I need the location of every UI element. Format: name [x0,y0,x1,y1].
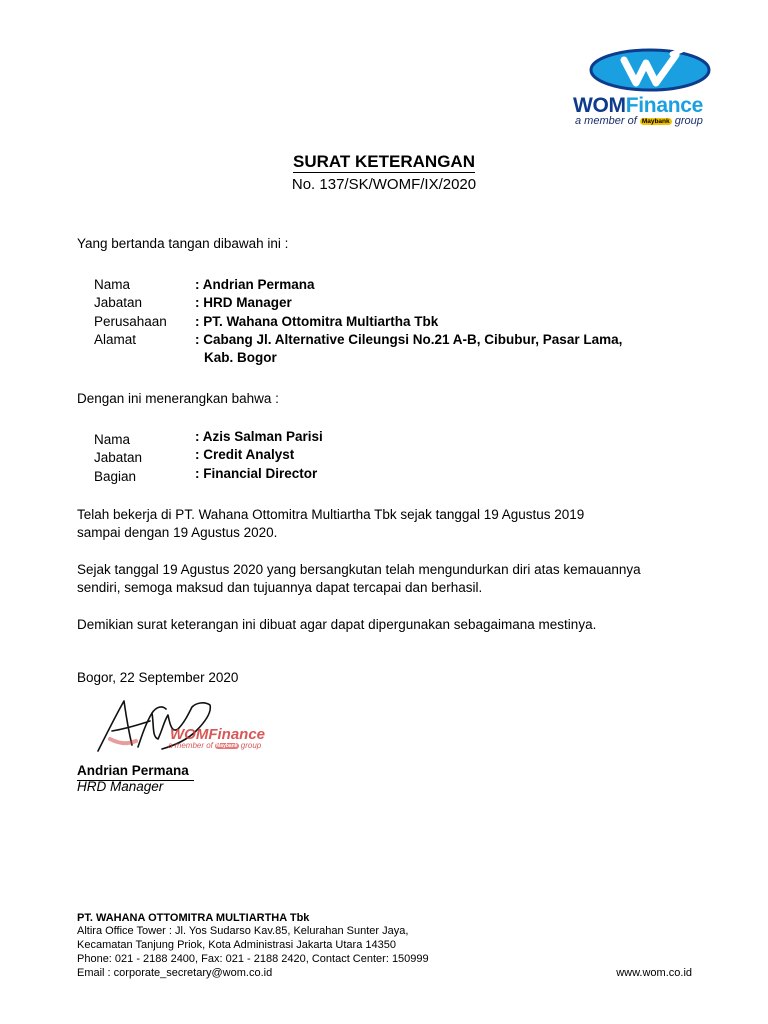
footer-website: www.wom.co.id [616,967,692,979]
footer-address-line1: Altira Office Tower : Jl. Yos Sudarso Kav.85, Kelurahan Sunter Jaya, [77,925,409,937]
footer-email: Email : corporate_secretary@wom.co.id [77,967,273,979]
logo-tagline: a member of Maybank group [575,115,703,127]
signer-position-label: Jabatan [94,295,143,310]
footer-phone: Phone: 021 - 2188 2400, Fax: 021 - 2188 2420, Contact Center: 150999 [77,953,429,965]
resignation-paragraph-line2: sendiri, semoga maksud dan tujuannya dapat tercapai dan berhasil. [77,580,483,595]
signer-name: Andrian Permana [77,763,189,778]
signer-company-value: : PT. Wahana Ottomitra Multiartha Tbk [195,314,439,329]
intro-text: Yang bertanda tangan dibawah ini : [77,236,289,251]
employee-position-value: : Credit Analyst [195,447,295,462]
signer-role: HRD Manager [77,779,164,794]
wom-logo-icon [588,46,712,99]
signer-position-value: : HRD Manager [195,295,292,310]
statement-intro: Dengan ini menerangkan bahwa : [77,391,279,406]
logo-wordmark: WOMFinance [573,94,704,117]
document-number: No. 137/SK/WOMF/IX/2020 [291,176,477,193]
employment-paragraph-line1: Telah bekerja di PT. Wahana Ottomitra Multiartha Tbk sejak tanggal 19 Agustus 2019 [77,507,585,522]
signer-address-value: : Cabang Jl. Alternative Cileungsi No.21 A-B, Cibubur, Pasar Lama, [195,332,623,347]
company-stamp-name: WOMFinance [170,726,266,743]
employee-division-value: : Financial Director [195,466,318,481]
employment-paragraph-line2: sampai dengan 19 Agustus 2020. [77,525,278,540]
closing-paragraph: Demikian surat keterangan ini dibuat agar dapat dipergunakan sebagaimana mestinya. [77,617,597,632]
resignation-paragraph-line1: Sejak tanggal 19 Agustus 2020 yang bersangkutan telah mengundurkan diri atas kemauannya [77,562,641,577]
footer-company: PT. WAHANA OTTOMITRA MULTIARTHA Tbk [77,912,310,924]
signer-company-label: Perusahaan [94,314,167,329]
employee-position-label: Jabatan [94,450,143,465]
document-title: SURAT KETERANGAN [293,152,475,171]
signer-address-value-line2: Kab. Bogor [204,350,277,365]
place-date: Bogor, 22 September 2020 [77,670,239,685]
footer-address-line2: Kecamatan Tanjung Priok, Kota Administrasi Jakarta Utara 14350 [77,939,396,951]
signer-name-value: : Andrian Permana [195,277,315,292]
company-stamp-tagline: a member of Maybank group [168,741,262,750]
signer-address-label: Alamat [94,332,137,347]
employee-name-value: : Azis Salman Parisi [195,429,323,444]
employee-division-label: Bagian [94,469,137,484]
employee-name-label: Nama [94,432,131,447]
signer-name-label: Nama [94,277,131,292]
